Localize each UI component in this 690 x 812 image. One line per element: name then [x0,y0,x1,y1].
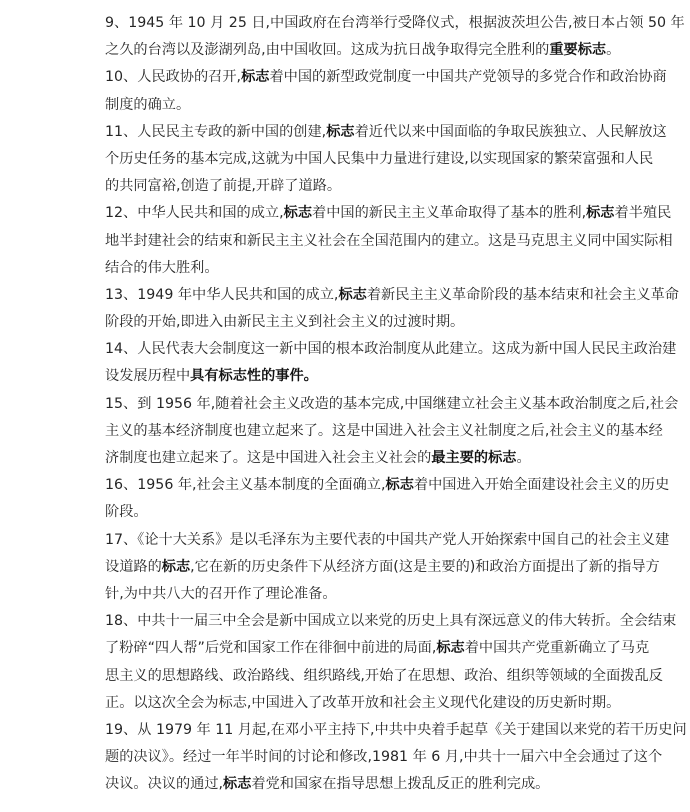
text-run: 11、人民民主专政的新中国的创建, [105,123,327,140]
bold-text: 标志 [586,205,615,222]
text-run: 题的决议》。经过一年半时间的讨论和修改,1981 年 6 月,中共十一届六中全会通过了这个 [105,749,663,766]
bold-text: 标志 [436,640,465,657]
text-line [105,744,663,771]
text-run: 的共同富裕,创造了前提,开辟了道路。 [105,178,342,195]
text-line [105,608,677,635]
text-line [105,255,589,282]
text-run: 着新民主主义革命阶段的基本结束和社会主义革命 [366,286,679,303]
text-run: 了粉碎“四人帮”后党和国家工作在徘徊中前进的局面, [105,640,437,657]
text-line [105,173,589,200]
text-line [105,635,650,662]
text-run: 9、1945 年 10 月 25 日,中国政府在台湾举行受降仪式，根据波茨坦公告,被日本占领 50 年 [105,15,685,31]
paragraph-item-17 [105,527,670,609]
text-line [105,771,589,798]
text-run: 针,为中共八大的召开作了理论准备。 [105,585,337,602]
text-line [105,228,673,255]
text-line [105,499,589,526]
paragraph-item-9 [105,10,685,64]
document-page [105,10,687,798]
text-run: 地半封建社会的结束和新民主主义社会在全国范围内的建立。这是马克思主义同中国实际相 [105,232,673,249]
text-line [105,418,663,445]
text-run: 17、《论十大关系》是以毛泽东为主要代表的中国共产党人开始探索中国自己的社会主义建 [105,531,670,548]
text-line [105,336,677,363]
text-run: 12、中华人民共和国的成立, [105,205,284,222]
text-run: 10、人民政协的召开, [105,69,242,86]
bold-text: 标志 [223,776,252,793]
bold-text: 标志 [241,69,270,86]
text-run: 思主义的思想路线、政治路线、组织路线,开始了在思想、政治、组织等领域的全面拨乱反 [105,667,663,684]
text-run: 之久的台湾以及澎湖列岛,由中国收回。这成为抗日战争取得完全胜利的 [105,42,550,59]
text-run: 决议。决议的通过, [105,776,224,793]
text-run: 18、中共十一届三中全会是新中国成立以来党的历史上具有深远意义的伟大转折。全会结束 [105,613,677,630]
text-line [105,690,621,717]
text-run: 设发展历程中 [105,368,191,385]
bold-text: 最主要的标志 [431,450,517,466]
text-line [105,472,670,499]
paragraph-item-12 [105,200,673,282]
text-run: 正。以这次全会为标志,中国进入了改革开放和社会主义现代化建设的历史新时期。 [105,694,621,711]
text-line [105,717,687,744]
bold-text: 标志 [161,558,191,575]
text-line [105,363,589,390]
text-line [105,64,667,91]
text-line [105,445,589,472]
text-run: 着中国的新型政党制度一中国共产党领导的多党合作和政治协商 [269,69,667,86]
text-run: 个历史任务的基本完成,这就为中国人民集中力量进行建设,以实现国家的繁荣富强和人民 [105,150,654,167]
bold-text: 具有标志性的事件。 [190,368,318,385]
text-line [105,282,679,309]
text-line [105,200,672,227]
text-line [105,581,589,608]
text-run: 着党和国家在指导思想上拨乱反正的胜利完成。 [251,776,550,793]
text-run: 着中国的新民主主义革命取得了基本的胜利, [312,205,587,222]
text-run: 着近代以来中国面临的争取民族独立、人民解放这 [354,123,667,140]
paragraph-item-13 [105,282,679,336]
text-run: 。 [516,450,531,466]
text-line [105,10,685,37]
text-run: 13、1949 年中华人民共和国的成立, [105,286,339,303]
text-line [105,92,589,119]
paragraph-item-10 [105,64,667,118]
text-line [105,37,621,64]
text-run: 19、从 1979 年 11 月起,在邓小平主持下,中共中央着手起草《关于建国以来党的若干历史问 [105,721,687,738]
bold-text: 标志 [283,205,313,222]
text-run: 着半殖民 [614,205,672,222]
text-run: 济制度也建立起来了。这是中国进入社会主义社会的 [105,450,432,466]
text-run: ,它在新的历史条件下从经济方面(这是主要的)和政治方面提出了新的指导方 [190,558,660,575]
bold-text: 标志 [338,286,367,303]
paragraph-item-11 [105,119,667,201]
text-run: 16、1956 年,社会主义基本制度的全面确立, [105,477,386,494]
text-line [105,663,663,690]
text-run: 结合的伟大胜利。 [105,259,219,276]
paragraph-item-14 [105,336,677,390]
paragraph-item-19 [105,717,687,799]
paragraph-item-18 [105,608,677,717]
text-line [105,119,667,146]
bold-text: 重要标志 [549,42,607,59]
text-run: 阶段。 [105,504,148,521]
bold-text: 标志 [326,123,355,140]
text-line [105,391,679,418]
paragraph-item-15 [105,391,679,473]
text-run: 14、人民代表大会制度这一新中国的根本政治制度从此建立。这成为新中国人民民主政治建 [105,341,677,358]
text-line [105,146,654,173]
text-run: 。 [606,42,621,59]
text-run: 着中国进入开始全面建设社会主义的历史 [413,477,670,494]
paragraph-item-16 [105,472,670,526]
bold-text: 标志 [385,477,414,494]
text-run: 阶段的开始,即进入由新民主主义到社会主义的过渡时期。 [105,314,465,331]
text-run: 着中国共产党重新确立了马克 [464,640,650,657]
text-run: 设道路的 [105,558,162,575]
text-line [105,309,589,336]
text-run: 15、到 1956 年,随着社会主义改造的基本完成,中国继建立社会主义基本政治制度之后,社会 [105,395,679,412]
text-run: 制度的确立。 [105,96,191,113]
text-line [105,527,670,554]
text-run: 主义的基本经济制度也建立起来了。这是中国进入社会主义社制度之后,社会主义的基本经 [105,422,663,439]
text-line [105,554,660,581]
